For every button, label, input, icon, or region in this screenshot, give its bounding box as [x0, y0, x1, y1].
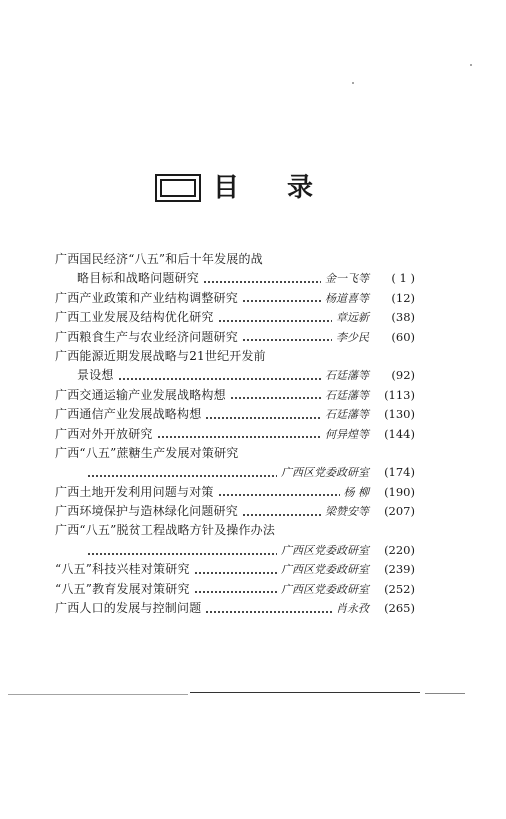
toc-entry-page: (220) — [384, 542, 415, 557]
dot-leader — [218, 320, 332, 322]
toc-entry-author: 广西区党委政研室 — [281, 563, 369, 577]
heading-char-2: 录 — [287, 173, 314, 203]
dot-leader — [205, 611, 332, 613]
toc-entry-title: 广西“八五”蔗糖生产发展对策研究 — [55, 445, 239, 460]
toc-entry-page: (174) — [384, 465, 415, 480]
toc-entry-page: (38) — [391, 310, 415, 325]
scan-speck — [352, 82, 354, 84]
toc-entry-page: ( 1 ) — [391, 271, 415, 286]
toc-entry-author: 杨道喜等 — [325, 291, 369, 305]
toc-entry-author: 广西区党委政研室 — [281, 543, 369, 557]
toc-entry-title: 广西国民经济“八五”和后十年发展的战 — [55, 252, 263, 266]
toc-entry — [55, 366, 415, 385]
toc-entry-author: 广西区党委政研室 — [281, 582, 369, 596]
toc-entry-title: 广西产业政策和产业结构调整研究 — [55, 290, 239, 305]
toc-entry-page: (92) — [391, 368, 415, 383]
toc-entry — [55, 541, 415, 560]
dot-leader — [87, 553, 277, 555]
toc-entry — [55, 521, 415, 540]
toc-entry-page: (190) — [384, 484, 415, 499]
toc-entry-author: 石廷藩等 — [325, 369, 369, 383]
toc-entry — [55, 347, 415, 366]
dot-leader — [242, 300, 321, 302]
toc-entry-author: 石廷藩等 — [325, 388, 369, 402]
toc-entry-author: 梁赞安等 — [325, 505, 369, 519]
toc-entry-author: 李少民 — [336, 330, 369, 344]
toc-entry — [55, 580, 415, 599]
toc-entry — [55, 289, 415, 308]
dot-leader — [203, 281, 321, 283]
toc-entry-title: 广西能源近期发展战略与21世纪开发前 — [55, 348, 266, 363]
toc-entry — [55, 328, 415, 347]
toc-entry — [55, 386, 415, 405]
toc-entry-page: (144) — [384, 426, 415, 441]
toc-entry — [55, 250, 415, 269]
toc-entry-title: 广西环境保护与造林绿化问题研究 — [55, 504, 239, 519]
toc-entry — [55, 463, 415, 482]
toc-entry — [55, 599, 415, 618]
table-of-contents — [55, 250, 415, 618]
heading-char-1: 目 — [213, 173, 240, 203]
toc-entry-title: 广西土地开发利用问题与对策 — [55, 484, 214, 499]
dot-leader — [205, 417, 321, 419]
toc-entry-title: 广西工业发展及结构优化研究 — [55, 310, 214, 325]
toc-entry-author: 石廷藩等 — [325, 408, 369, 422]
toc-entry-author: 杨 柳 — [343, 485, 369, 499]
toc-entry-title: 广西粮食生产与农业经济问题研究 — [55, 329, 239, 344]
toc-entry-title: 广西对外开放研究 — [55, 426, 153, 441]
toc-entry-title: 景设想 — [77, 368, 114, 383]
toc-entry — [55, 425, 415, 444]
dot-leader — [118, 378, 321, 380]
toc-entry-page: (130) — [384, 407, 415, 422]
toc-entry-page: (239) — [384, 562, 415, 577]
toc-entry-page: (60) — [391, 329, 415, 344]
toc-entry-author: 广西区党委政研室 — [281, 466, 369, 480]
toc-entry-page: (207) — [384, 504, 415, 519]
bottom-rule — [0, 692, 506, 694]
toc-entry — [55, 269, 415, 288]
toc-entry-title: 广西通信产业发展战略构想 — [55, 407, 202, 422]
toc-entry-page: (113) — [384, 387, 415, 402]
toc-entry — [55, 560, 415, 579]
dot-leader — [242, 339, 332, 341]
toc-entry-page: (252) — [384, 581, 415, 596]
toc-entry-title: 广西人口的发展与控制问题 — [55, 601, 202, 616]
toc-entry-title: 广西交通运输产业发展战略构想 — [55, 387, 226, 402]
toc-entry-title: 略目标和战略问题研究 — [77, 271, 200, 286]
dot-leader — [87, 475, 277, 477]
toc-entry-author: 肖永孜 — [336, 602, 369, 616]
dot-leader — [194, 591, 277, 593]
toc-entry-title: “八五”科技兴桂对策研究 — [55, 562, 190, 577]
toc-entry — [55, 483, 415, 502]
contents-heading — [155, 170, 313, 206]
toc-entry — [55, 444, 415, 463]
dot-leader — [218, 494, 340, 496]
scan-speck — [470, 64, 472, 66]
toc-entry — [55, 502, 415, 521]
toc-entry-author: 金一飞等 — [325, 272, 369, 286]
toc-entry-author: 章远新 — [336, 311, 369, 325]
heading-frame-icon — [155, 174, 201, 202]
toc-entry-title: “八五”教育发展对策研究 — [55, 581, 190, 596]
toc-entry-page: (265) — [384, 601, 415, 616]
dot-leader — [157, 436, 321, 438]
toc-entry — [55, 308, 415, 327]
toc-entry-title: 广西“八五”脱贫工程战略方针及操作办法 — [55, 523, 276, 538]
dot-leader — [194, 572, 277, 574]
toc-entry-page: (12) — [391, 290, 415, 305]
toc-entry-author: 何异煌等 — [325, 427, 369, 441]
dot-leader — [230, 397, 321, 399]
dot-leader — [242, 514, 321, 516]
toc-entry — [55, 405, 415, 424]
